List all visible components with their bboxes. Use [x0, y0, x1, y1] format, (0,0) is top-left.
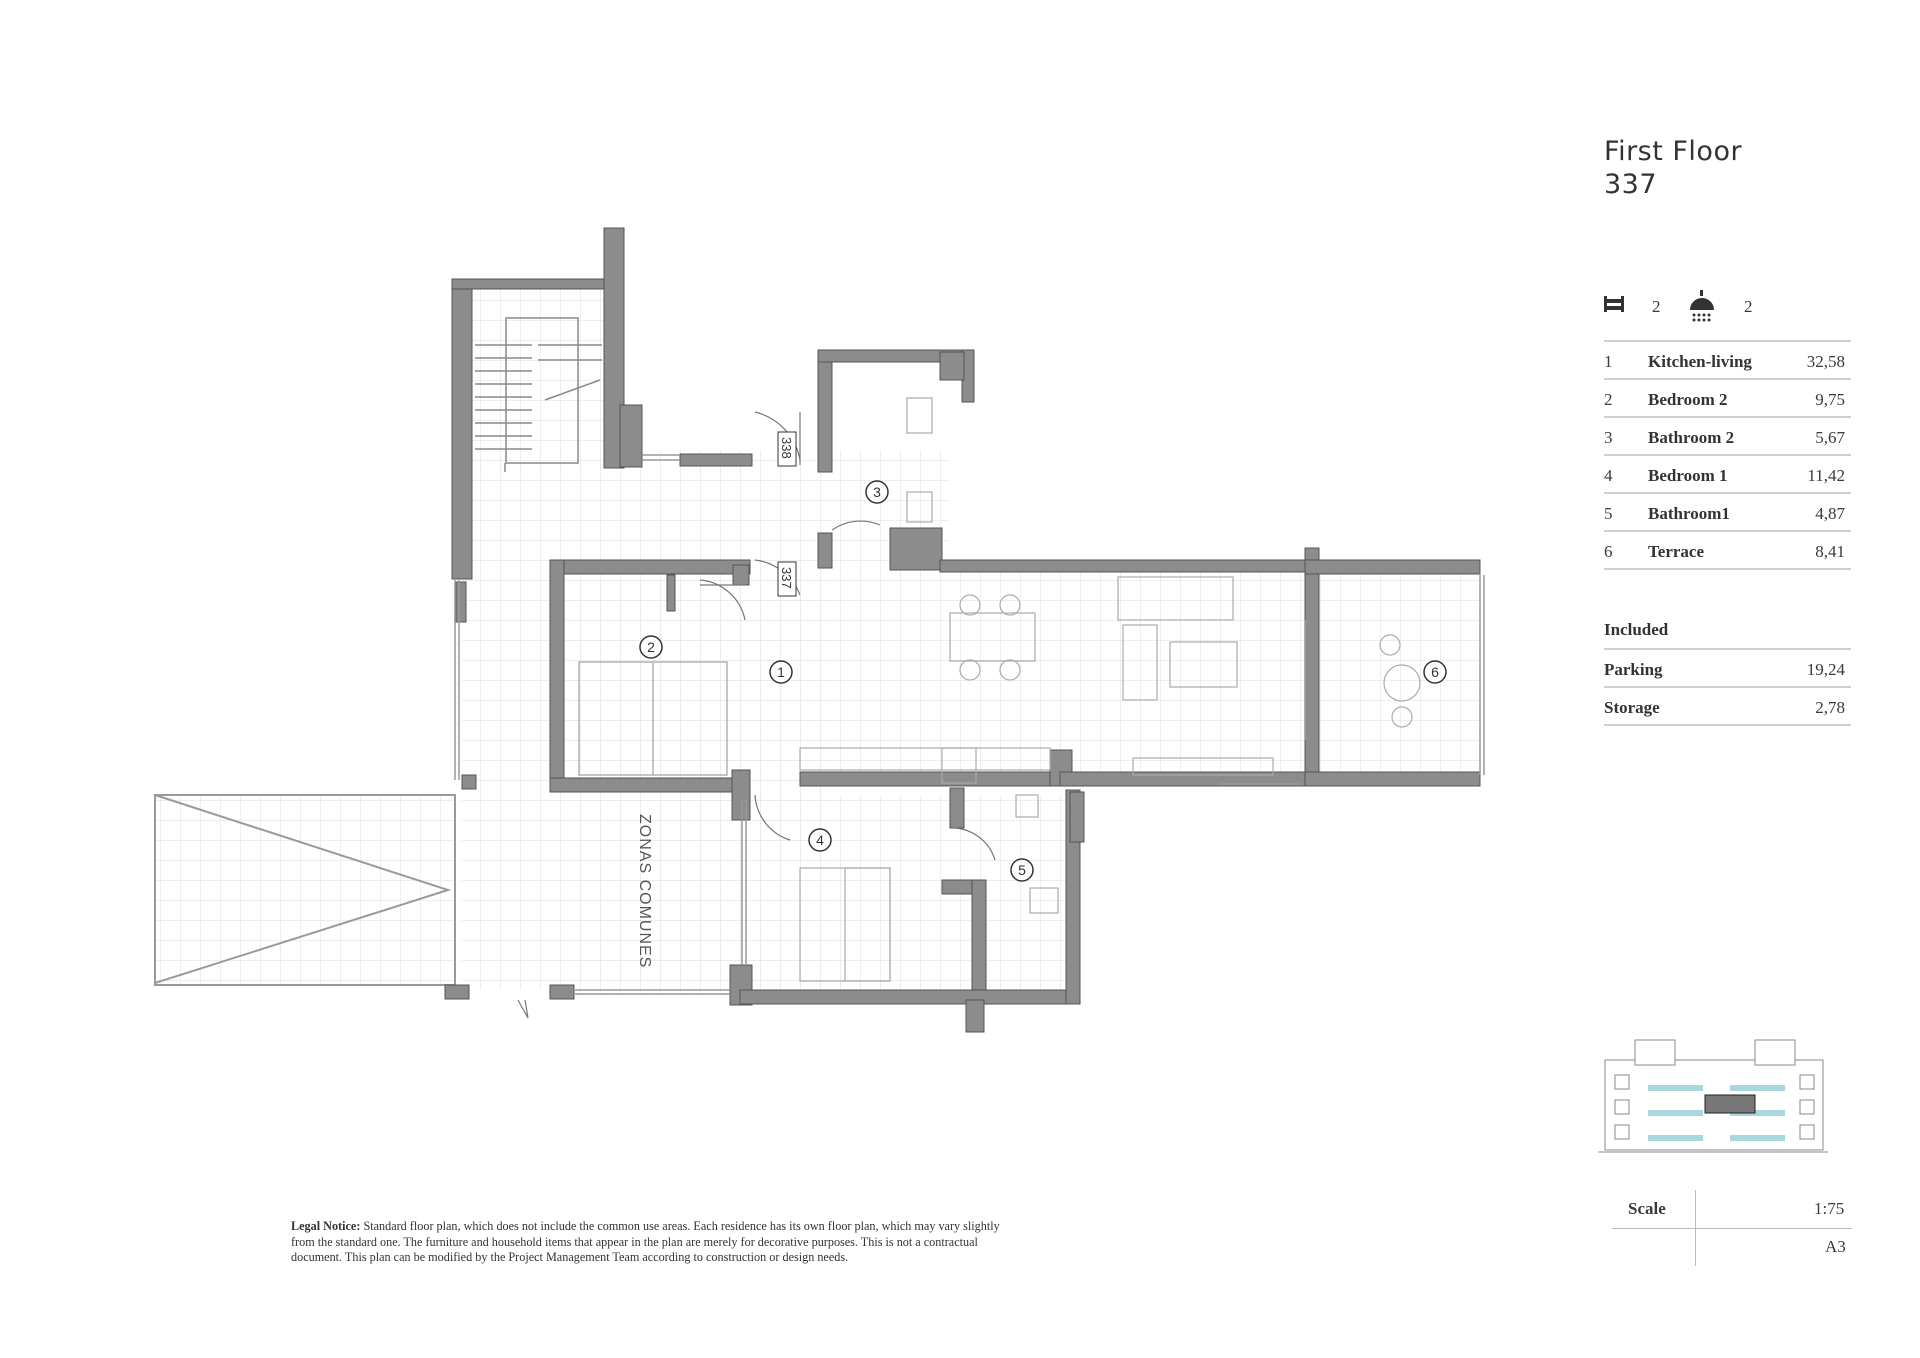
- common-area-label: ZONAS COMUNES: [636, 814, 653, 969]
- room-name: Terrace: [1648, 542, 1705, 561]
- room-marker-4-label: 4: [816, 832, 824, 848]
- room-marker-1: [770, 661, 792, 683]
- room-name: Bathroom1: [1648, 504, 1730, 523]
- room-number: 3: [1604, 428, 1613, 447]
- room-marker-3-label: 3: [873, 484, 881, 500]
- room-number: 2: [1604, 390, 1613, 409]
- room-marker-5-label: 5: [1018, 862, 1026, 878]
- scale-label: Scale: [1628, 1199, 1666, 1218]
- room-marker-3: [866, 481, 888, 503]
- room-row: [1604, 342, 1851, 380]
- bathroom-count: 2: [1744, 297, 1753, 316]
- room-marker-2: [640, 636, 662, 658]
- shower-icon: [1690, 290, 1714, 322]
- room-row: [1604, 418, 1851, 456]
- room-name: Bedroom 2: [1648, 390, 1728, 409]
- room-marker-5: [1011, 859, 1033, 881]
- room-name: Kitchen-living: [1648, 352, 1752, 371]
- room-area: 11,42: [1807, 466, 1845, 485]
- room-number: 4: [1604, 466, 1613, 485]
- included-title: Included: [1604, 620, 1669, 639]
- room-name: Bathroom 2: [1648, 428, 1735, 447]
- room-number: 6: [1604, 542, 1613, 561]
- included-row: [1604, 688, 1851, 726]
- included-table: [1604, 648, 1851, 726]
- room-row: [1604, 380, 1851, 418]
- scale-value: 1:75: [1814, 1199, 1845, 1218]
- included-row: [1604, 650, 1851, 688]
- scale-divider: [1612, 1228, 1852, 1229]
- included-name: Storage: [1604, 698, 1660, 717]
- included-area: 2,78: [1815, 698, 1845, 717]
- room-marker-4: [809, 829, 831, 851]
- floor-title: First Floor: [1604, 136, 1743, 167]
- room-area: 9,75: [1815, 390, 1845, 409]
- room-name: Bedroom 1: [1648, 466, 1728, 485]
- room-marker-6-label: 6: [1431, 664, 1439, 680]
- room-row: [1604, 456, 1851, 494]
- room-area: 8,41: [1815, 542, 1845, 561]
- room-area: 5,67: [1815, 428, 1845, 447]
- room-marker-6: [1424, 661, 1446, 683]
- bed-icon: [1604, 296, 1624, 312]
- room-row: [1604, 494, 1851, 532]
- room-number: 5: [1604, 504, 1613, 523]
- included-name: Parking: [1604, 660, 1663, 679]
- rooms-table: [1604, 340, 1851, 570]
- door-label-338: 338: [779, 437, 794, 459]
- included-area: 19,24: [1806, 660, 1845, 679]
- building-elevation-thumbnail: [1598, 1040, 1828, 1152]
- room-marker-2-label: 2: [647, 639, 655, 655]
- paper-size: A3: [1825, 1237, 1846, 1256]
- room-number: 1: [1604, 352, 1613, 371]
- door-label-337: 337: [779, 567, 794, 589]
- scale-divider: [1695, 1190, 1696, 1266]
- room-marker-1-label: 1: [777, 664, 785, 680]
- legal-notice-label: Legal Notice:: [291, 1219, 361, 1233]
- room-row: [1604, 532, 1851, 570]
- legal-notice-text: Standard floor plan, which does not include the common use areas. Each residence has its own floor plan, which may vary slightly from the standard one. The furniture and household items that appear in the plan are merely for decorative purposes. This is not a contractual document. This plan can be modified by the Project Management Team according to construction or design needs.: [291, 1219, 1000, 1264]
- bedroom-count: 2: [1652, 297, 1661, 316]
- room-area: 4,87: [1815, 504, 1845, 523]
- unit-number: 337: [1604, 169, 1658, 200]
- legal-notice: [291, 1219, 1021, 1266]
- room-area: 32,58: [1806, 352, 1845, 371]
